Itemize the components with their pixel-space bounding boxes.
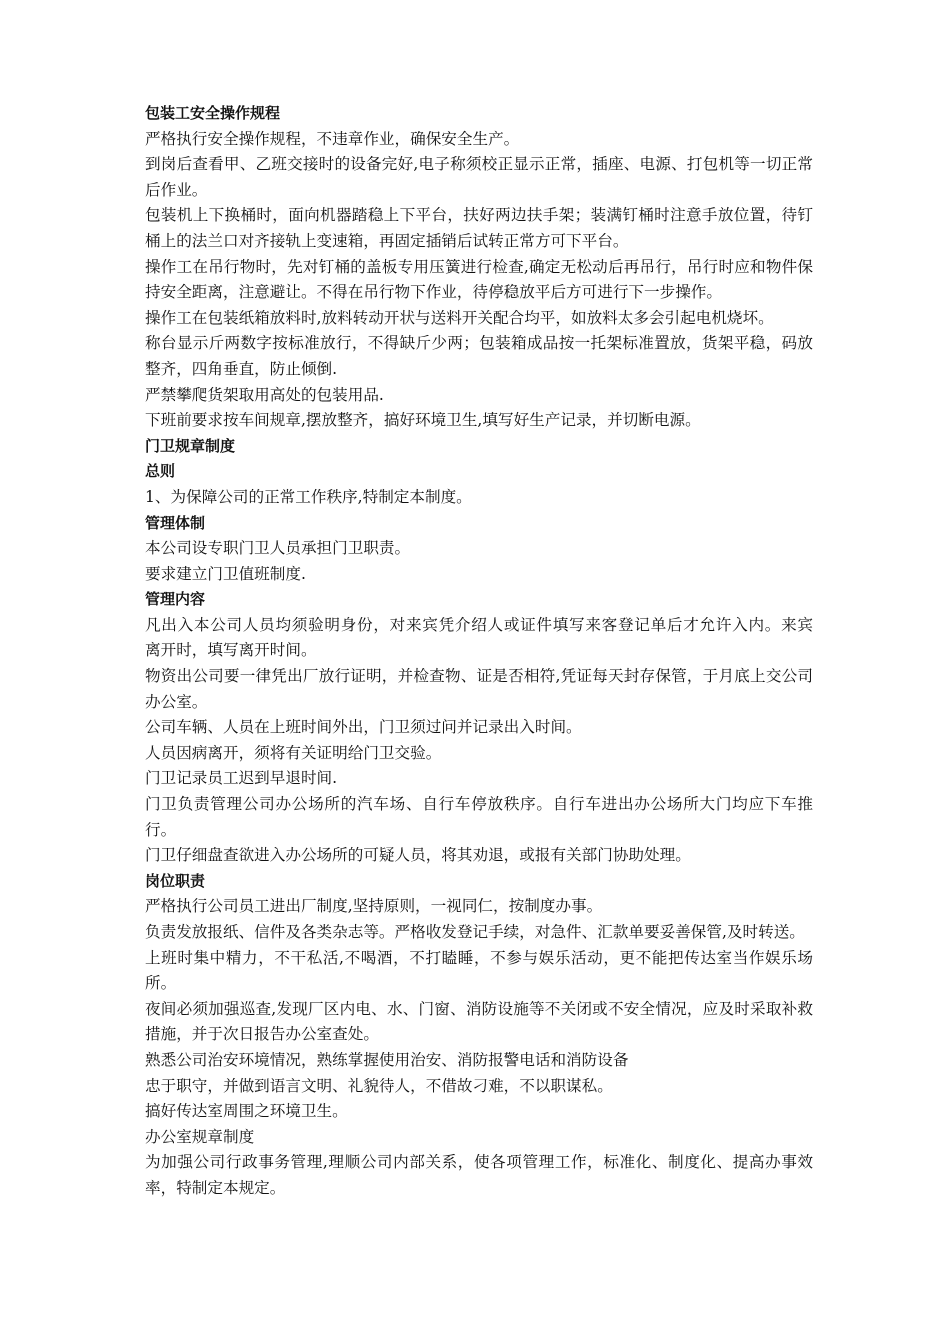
document-body	[145, 101, 829, 1202]
paragraph: 为加强公司行政事务管理,理顺公司内部关系，使各项管理工作，标准化、制度化、提高办事效率，特制定本规定。	[145, 1153, 813, 1197]
paragraph: 门卫记录员工迟到早退时间.	[145, 769, 338, 788]
paragraph: 严格执行公司员工进出厂制度,坚持原则，一视同仁，按制度办事。	[145, 897, 603, 916]
paragraph: 本公司设专职门卫人员承担门卫职责。	[145, 539, 411, 558]
paragraph: 搞好传达室周围之环境卫生。	[145, 1102, 348, 1121]
paragraph: 物资出公司要一律凭出厂放行证明，并检查物、证是否相符,凭证每天封存保管，于月底上交公司办公室。	[145, 667, 813, 711]
paragraph: 门卫仔细盘查欲进入办公场所的可疑人员，将其劝退，或报有关部门协助处理。	[145, 846, 691, 865]
section-heading: 总则	[145, 462, 176, 481]
paragraph: 公司车辆、人员在上班时间外出，门卫须过问并记录出入时间。	[145, 718, 582, 737]
paragraph: 夜间必须加强巡查,发现厂区内电、水、门窗、消防设施等不关闭或不安全情况，应及时采取补救措施，并于次日报告办公室查处。	[145, 999, 813, 1044]
section-heading: 岗位职责	[145, 871, 206, 890]
section-heading: 包装工安全操作规程	[145, 104, 281, 122]
section-heading: 门卫规章制度	[145, 436, 236, 455]
paragraph: 人员因病离开，须将有关证明给门卫交验。	[145, 743, 442, 762]
paragraph: 下班前要求按车间规章,摆放整齐，搞好环境卫生,填写好生产记录，并切断电源。	[145, 411, 701, 430]
paragraph: 凡出入本公司人员均须验明身份，对来宾凭介绍人或证件填写来客登记单后才允许入内。来宾 离开时，填写离开时间。	[145, 615, 829, 660]
section-heading: 管理内容	[145, 590, 206, 609]
paragraph: 办公室规章制度	[145, 1127, 255, 1146]
paragraph: 负责发放报纸、信件及各类杂志等。严格收发登记手续，对急件、汇款单要妥善保管,及时转送。	[145, 923, 805, 941]
paragraph: 操作工在吊行物时，先对钉桶的盖板专用压簧进行检查,确定无松动后再吊行，吊行时应和物件保持安全距离，注意避让。不得在吊行物下作业，待停稳放平后方可进行下一步操作。	[145, 257, 813, 302]
paragraph: 忠于职守，并做到语言文明、礼貌待人，不借故刁难，不以职谋私。	[145, 1076, 613, 1095]
paragraph: 门卫负责管理公司办公场所的汽车场、自行车停放秩序。自行车进出办公场所大门均应下车推行。	[145, 795, 813, 839]
paragraph: 要求建立门卫值班制度.	[145, 564, 306, 583]
paragraph: 上班时集中精力，不干私活,不喝酒，不打瞌睡，不参与娱乐活动，更不能把传达室当作娱乐场所。	[145, 948, 813, 993]
paragraph: 操作工在包装纸箱放料时,放料转动开状与送料开关配合均平，如放料太多会引起电机烧坏。	[145, 308, 774, 327]
paragraph: 严格执行安全操作规程，不违章作业，确保安全生产。	[145, 129, 520, 148]
paragraph: 严禁攀爬货架取用高处的包装用品.	[145, 385, 384, 404]
paragraph: 到岗后查看甲、乙班交接时的设备完好,电子称须校正显示正常，插座、电源、打包机等一切正常后作业。	[145, 155, 813, 199]
section-heading: 管理体制	[145, 513, 206, 532]
paragraph: 称台显示斤两数字按标准放行，不得缺斤少两；包装箱成品按一托架标准置放，货架平稳，码放整齐，四角垂直，防止倾倒.	[145, 334, 813, 378]
paragraph: 包装机上下换桶时，面向机器踏稳上下平台，扶好两边扶手架；装满钉桶时注意手放位置，待钉桶上的法兰口对齐接轨上变速箱，再固定插销后试转正常方可下平台。	[145, 206, 813, 250]
paragraph: 1、为保障公司的正常工作秩序,特制定本制度。	[145, 487, 472, 506]
paragraph: 熟悉公司治安环境情况，熟练掌握使用治安、消防报警电话和消防设备	[145, 1050, 629, 1069]
